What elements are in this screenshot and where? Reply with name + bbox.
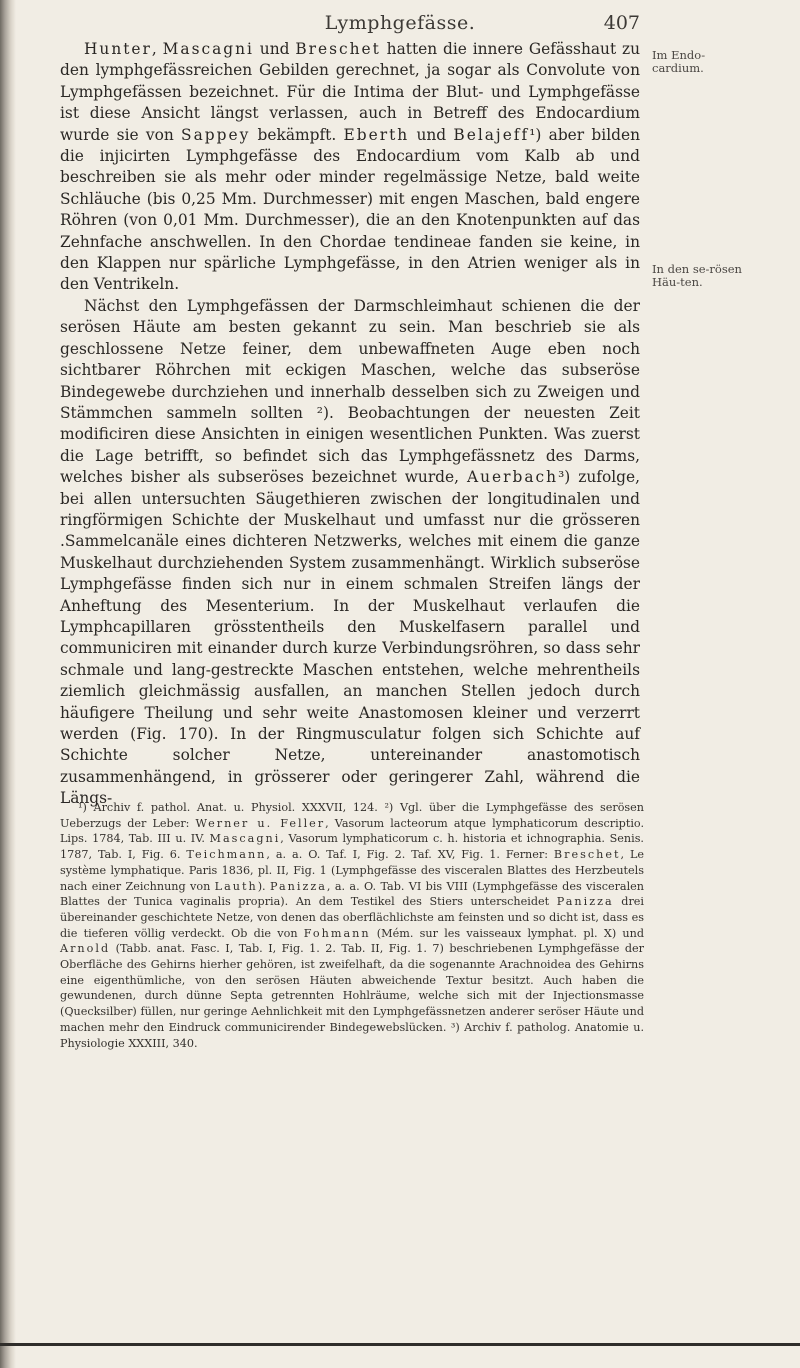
text-run: , Le système lymphatique. Paris 1836, pl. II, Fig. 1 (Lymphgefässe des visceralen Blattes des Herzbeutels nach einer Zeichnung von xyxy=(60,848,644,893)
text-run: ¹) aber bilden die injicirten Lymphgefässe des Endocardium vom Kalb ab und beschreiben sie als mehr oder minder regelmässige Netze, bald weite Schläuche (bis 0,25 Mm. Durchmesser) mit engen Maschen, bald engere Röhren (von 0,01 Mm. Durchmesser), die an den Knotenpunkten auf das Zehnfache anschwellen. In den Chordae tendineae fanden sie keine, in den Klappen nur spärliche Lymphgefässe, in den Atrien weniger als in den Ventrikeln. xyxy=(60,125,640,294)
author-name: Auerbach xyxy=(467,468,559,487)
running-head: Lymphgefässe. xyxy=(324,12,476,34)
text-run: , a. a. O. Taf. I, Fig. 2. Taf. XV, Fig. 1. Ferner: xyxy=(266,848,554,862)
text-run: , Vasorum lacteorum atque lymphaticorum descriptio. Lips. 1784, Tab. III u. IV. xyxy=(60,816,645,846)
author-name: Lauth xyxy=(214,879,258,893)
text-run: (Tabb. anat. Fasc. I, Tab. I, Fig. 1. 2. Tab. II, Fig. 1. 7) beschriebenen Lymphgefässe der Oberfläche des Gehirns hierher gehören, ist zweifelhaft, da die sogenannte Arachnoidea des Gehirns eine eigenthümliche, von den serösen Häuten abweichende Textur besitzt. Auch haben die gewundenen, durch dünne Septa getrennten Hohlräume, welche sich mit der Injectionsmasse (Quecksilber) füllen, nur geringe Aehnlichkeit mit den Lymphgefässnetzen anderer seröser Häute und machen mehr den Eindruck communicirender Bindegewebslücken. ³) Archiv f. patholog. Anatomie u. Physiologie XXXIII, 340. xyxy=(60,942,644,1050)
margin-note-endocardium: Im Endo-cardium. xyxy=(652,48,706,75)
paragraph-endocardium xyxy=(60,39,640,296)
footnotes xyxy=(60,800,644,1051)
text-run: , Vasorum lymphaticorum c. h. historia et ichnographia. Senis. 1787, Tab. I, Fig. 6. xyxy=(60,832,644,862)
author-name: Arnold xyxy=(60,942,111,956)
author-name: Panizza xyxy=(556,895,614,909)
author-name: Sappey xyxy=(181,125,251,144)
author-name: Breschet xyxy=(553,848,621,862)
author-name: Fohmann xyxy=(303,926,371,940)
author-name: Teichmann xyxy=(186,848,267,862)
author-name: Mascagni xyxy=(209,832,281,846)
paragraph-serous-membranes xyxy=(60,296,640,810)
text-run: , xyxy=(151,40,163,58)
text-run: ³) zufolge, bei allen untersuchten Säugethieren zwischen der longitudinalen und ringförmigen Schichte der Muskelhaut und umfasst nur die grösseren .Sammelcanäle eines dichteren Netzwerks, welches mit einem die ganze Muskelhaut durchziehenden System zusammenhängt. Wirklich subseröse Lymphgefässe finden sich nur in einem schmalen Streifen längs der Anheftung des Mesenterium. In der Muskelhaut verlaufen die Lymphcapillaren grösstentheils den Muskelfasern parallel und communiciren mit einander durch kurze Verbindungsröhren, so dass sehr schmale und lang-gestreckte Maschen entstehen, welche mehrentheils ziemlich gleichmässig ausfallen, an manchen Stellen jedoch durch häufigere Theilung und sehr weite Anastomosen kleiner und verzerrt werden (Fig. 170). In der Ringmusculatur folgen sich Schichte auf Schichte solcher Netze, untereinander anastomotisch zusammenhängend, in grösserer oder geringerer Zahl, während die Längs- xyxy=(60,468,640,808)
author-name: Werner u. Feller xyxy=(195,816,326,830)
text-run: drei übereinander geschichtete Netze, von denen das oberflächlichste am feinsten und so dicht ist, dass es die tieferen völlig verdeckt. Ob die von xyxy=(60,895,644,940)
text-run: ¹) Archiv f. pathol. Anat. u. Physiol. XXXVII, 124. ²) Vgl. über die Lymphgefässe des serösen Ueberzugs der Leber: xyxy=(60,801,644,830)
text-run: hatten die innere Gefässhaut zu den lymphgefässreichen Gebilden gerechnet, ja sogar als Convolute von Lymphgefässen bezeichnet. Für die Intima der Blut- und Lymphgefässe ist diese Ansicht längst verlassen, auch in Betreff des Endocardium wurde sie von xyxy=(60,40,640,144)
author-name: Eberth xyxy=(343,125,410,144)
author-name: Hunter xyxy=(84,40,152,58)
page-header xyxy=(0,6,800,40)
text-run: (Mém. sur les vaisseaux lymphat. pl. X) und xyxy=(370,926,644,940)
text-run: ). xyxy=(257,879,270,893)
text-run: Nächst den Lymphgefässen der Darmschleimhaut schienen die der serösen Häute am besten gekannt zu sein. Man beschrieb sie als geschlossene Netze feiner, dem unbewaffneten Auge eben noch sichtbarer Röhrchen mit eckigen Maschen, welche das subseröse Bindegewebe durchziehen und innerhalb desselben sich zu Zweigen und Stämmchen sammeln sollten ²). Beobachtungen der neuesten Zeit modificiren diese Ansichten in einigen wesentlichen Punkten. Was zuerst die Lage betrifft, so befindet sich das Lymphgefässnetz des Darms, welches bisher als subseröses bezeichnet wurde, xyxy=(60,296,640,487)
page-number: 407 xyxy=(603,12,640,34)
author-name: Breschet xyxy=(295,40,381,58)
author-name: Mascagni xyxy=(162,40,254,58)
text-run: und xyxy=(409,125,454,144)
text-run: und xyxy=(253,40,296,58)
book-binding-edge xyxy=(0,0,16,1368)
page-bottom-rule xyxy=(0,1343,800,1346)
margin-note-serous-membranes: In den se-rösen Häu-ten. xyxy=(652,262,742,289)
footnote-block xyxy=(60,800,644,1051)
text-run: , a. a. O. Tab. VI bis VIII (Lymphgefässe des visceralen Blattes der Tunica vaginalis propria). An dem Testikel des Stiers unterscheidet xyxy=(60,879,645,909)
main-text xyxy=(60,39,640,810)
author-name: Belajeff xyxy=(453,125,530,144)
author-name: Panizza xyxy=(269,879,327,893)
text-run: bekämpft. xyxy=(250,125,344,144)
